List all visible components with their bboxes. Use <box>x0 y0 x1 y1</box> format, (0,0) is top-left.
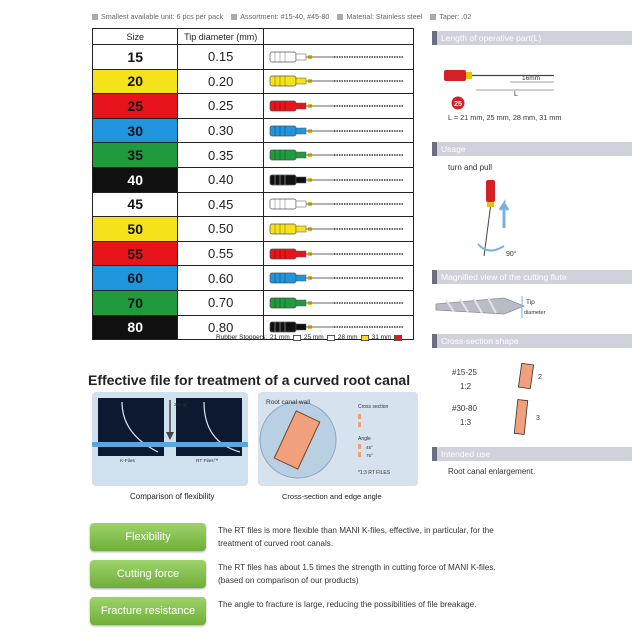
stopper-icon <box>487 202 494 207</box>
stopper-icon <box>466 72 472 79</box>
feature-cutting-force-text: The RT files has about 1.5 times the strength in cutting force of MANI K-files. (based on comparison of our products) <box>218 563 496 585</box>
table-row <box>93 290 414 315</box>
spec-bar <box>92 12 632 21</box>
cross-a-num: 2 <box>538 374 542 381</box>
table-row <box>93 241 414 266</box>
flute-tip-label: Tip <box>526 299 535 306</box>
tip-diameter-cell: 0.20 <box>178 69 264 94</box>
flexibility-diagram <box>92 392 248 486</box>
endodontic-file-icon <box>264 70 412 92</box>
length-header: Length of operative part(L) <box>432 31 632 45</box>
root-canal-wall-label: Root canal wall <box>266 399 311 406</box>
section-title: Effective file for treatment of a curved root canal <box>88 372 411 388</box>
size-cell: 60 <box>93 266 178 291</box>
tip-diameter-cell: 0.40 <box>178 167 264 192</box>
legend-swatch-icon <box>358 422 361 427</box>
size-cell: 35 <box>93 143 178 168</box>
endodontic-file-icon <box>264 169 412 191</box>
tip-diameter-cell: 0.25 <box>178 94 264 119</box>
size-badge <box>451 96 467 112</box>
header-file-image <box>263 29 413 45</box>
table-row <box>93 45 414 70</box>
size-table <box>92 28 414 340</box>
cross-a-shape <box>512 360 552 392</box>
tip-diameter-cell: 0.30 <box>178 118 264 143</box>
feature-flexibility-text: The RT files is more flexible than MANI K-files, effective, in particular, for the treatment of curved root canals. <box>218 526 494 548</box>
cross-section-caption: Cross-section and edge angle <box>282 492 382 501</box>
force-arrowhead-icon <box>166 432 174 440</box>
size-cell: 15 <box>93 45 178 70</box>
file-image-cell <box>263 241 413 266</box>
endodontic-file-icon <box>264 267 412 289</box>
tip-diameter-cell: 0.15 <box>178 45 264 70</box>
size-cell: 50 <box>93 217 178 242</box>
bullet-square-icon <box>231 14 237 20</box>
stopper-chip-icon <box>361 335 369 341</box>
file-image-cell <box>263 167 413 192</box>
table-row <box>93 69 414 94</box>
size-cell: 30 <box>93 118 178 143</box>
intended-header: Intended use <box>432 447 632 461</box>
cross-section-diagram <box>258 392 418 486</box>
endodontic-file-icon <box>264 218 412 240</box>
spec-assortment <box>231 12 329 21</box>
table-row <box>93 192 414 217</box>
file-image-cell <box>263 45 413 70</box>
table-row <box>93 94 414 119</box>
size-cell: 25 <box>93 94 178 119</box>
stopper-label: 21 mm <box>269 334 290 341</box>
spec-unit <box>92 12 223 21</box>
file-image-cell <box>263 94 413 119</box>
bullet-square-icon <box>337 14 343 20</box>
size-cell: 55 <box>93 241 178 266</box>
header-tip-diameter: Tip diameter (mm) <box>178 29 264 45</box>
turn-arrow-icon <box>478 244 504 251</box>
stoppers-label: Rubber Stoppers: <box>216 334 267 341</box>
spec-material-text: Material: Stainless steel <box>346 12 423 21</box>
angle-label: Angle <box>358 436 371 442</box>
tip-diameter-cell: 0.35 <box>178 143 264 168</box>
cross-section-icon <box>514 400 527 435</box>
file-image-cell <box>263 118 413 143</box>
endodontic-file-icon <box>264 292 412 314</box>
size-badge-text: 25 <box>454 101 462 108</box>
table-row <box>93 266 414 291</box>
cross-section-icon <box>518 363 533 388</box>
stopper-chip-icon <box>394 335 402 341</box>
endodontic-file-icon <box>264 193 412 215</box>
endodontic-file-icon <box>264 120 412 142</box>
stopper-chip-icon <box>327 335 335 341</box>
endodontic-file-icon <box>264 46 412 68</box>
tip-diameter-cell: 0.50 <box>178 217 264 242</box>
usage-header: Usage <box>432 142 632 156</box>
legend-swatch-icon <box>358 414 361 419</box>
file-image-cell <box>263 217 413 242</box>
flexibility-caption: Comparison of flexibility <box>130 492 215 501</box>
flexibility-comparison-image <box>92 392 248 486</box>
table-row <box>93 167 414 192</box>
table-header-row <box>93 29 414 45</box>
file-image-cell <box>263 143 413 168</box>
header-size: Size <box>93 29 178 45</box>
tip-diameter-cell: 0.80 <box>178 315 264 340</box>
size-cell: 20 <box>93 69 178 94</box>
file-image-cell <box>263 69 413 94</box>
usage-diagram <box>470 178 540 260</box>
endodontic-file-icon <box>264 144 412 166</box>
flute-diagram <box>432 292 546 326</box>
flute-header: Magnified view of the cutting flute <box>432 270 632 284</box>
size-cell: 45 <box>93 192 178 217</box>
rt-file-label: RT Files™ <box>196 459 219 464</box>
k-file-image <box>98 398 164 456</box>
feature-cutting-force-button[interactable]: Cutting force <box>90 560 206 588</box>
file-image-cell <box>263 290 413 315</box>
size-cell: 70 <box>93 290 178 315</box>
blue-band <box>92 442 248 447</box>
size-cell: 40 <box>93 167 178 192</box>
length-l-label: L <box>514 91 518 98</box>
table-row <box>93 143 414 168</box>
file-handle-icon <box>486 180 495 202</box>
bullet-square-icon <box>430 14 436 20</box>
file-handle-icon <box>444 70 466 81</box>
angle-75: 75° <box>366 453 373 458</box>
feature-fracture-resistance-text: The angle to fracture is large, reducing the possibilities of file breakage. <box>218 600 477 609</box>
cross-section-label: Cross section <box>358 404 389 410</box>
table-row <box>93 217 414 242</box>
file-image-cell <box>263 266 413 291</box>
feature-fracture-resistance-button[interactable]: Fracture resistance <box>90 597 206 625</box>
intended-text: Root canal enlargement. <box>448 467 536 476</box>
stopper-label: 28 mm <box>337 334 358 341</box>
cross-b-ratio: 1:3 <box>460 418 472 427</box>
flute-diameter-label: diameter <box>524 310 546 316</box>
table-row <box>93 118 414 143</box>
cross-a-range: #15-25 <box>452 368 477 377</box>
cross-a-ratio: 1:2 <box>460 382 472 391</box>
legend-swatch-icon <box>358 452 361 457</box>
tip-diameter-cell: 0.70 <box>178 290 264 315</box>
length-values: L = 21 mm, 25 mm, 28 mm, 31 mm <box>448 113 562 122</box>
legend-swatch-icon <box>358 444 361 449</box>
file-image-cell <box>263 192 413 217</box>
endodontic-file-icon <box>264 243 412 265</box>
cross-b-num: 3 <box>536 415 540 422</box>
table-body <box>93 45 414 340</box>
spec-taper <box>430 12 471 21</box>
tip-diameter-cell: 0.45 <box>178 192 264 217</box>
force-label: 200 gf <box>174 402 187 407</box>
cross-b-range: #30-80 <box>452 404 477 413</box>
k-file-label: K-Files <box>120 459 135 464</box>
length-16-label: 16mm <box>522 75 541 82</box>
spec-assortment-text: Assortment: #15-40, #45-80 <box>240 12 330 21</box>
length-diagram <box>436 58 636 98</box>
stopper-chip-icon <box>293 335 301 341</box>
size-cell: 80 <box>93 315 178 340</box>
bullet-square-icon <box>92 14 98 20</box>
usage-text: turn and pull <box>448 163 493 172</box>
usage-angle: 90° <box>506 251 517 258</box>
feature-flexibility-button[interactable]: Flexibility <box>90 523 206 551</box>
cross-b-shape <box>508 396 552 444</box>
cross-footnote: *1:3 RT FILES <box>358 470 391 476</box>
stopper-label: 31 mm <box>371 334 392 341</box>
spec-taper-text: Taper: .02 <box>439 12 472 21</box>
cross-header: Cross-section shape <box>432 334 632 348</box>
angle-45: 45° <box>366 445 373 450</box>
cross-section-image <box>258 392 418 486</box>
spec-unit-text: Smallest available unit: 6 pcs per pack <box>101 12 224 21</box>
spec-material <box>337 12 422 21</box>
tip-diameter-cell: 0.60 <box>178 266 264 291</box>
endodontic-file-icon <box>264 95 412 117</box>
pull-arrow-icon <box>500 204 508 228</box>
rubber-stoppers-legend <box>216 334 402 341</box>
tip-diameter-cell: 0.55 <box>178 241 264 266</box>
stopper-label: 25 mm <box>303 334 324 341</box>
